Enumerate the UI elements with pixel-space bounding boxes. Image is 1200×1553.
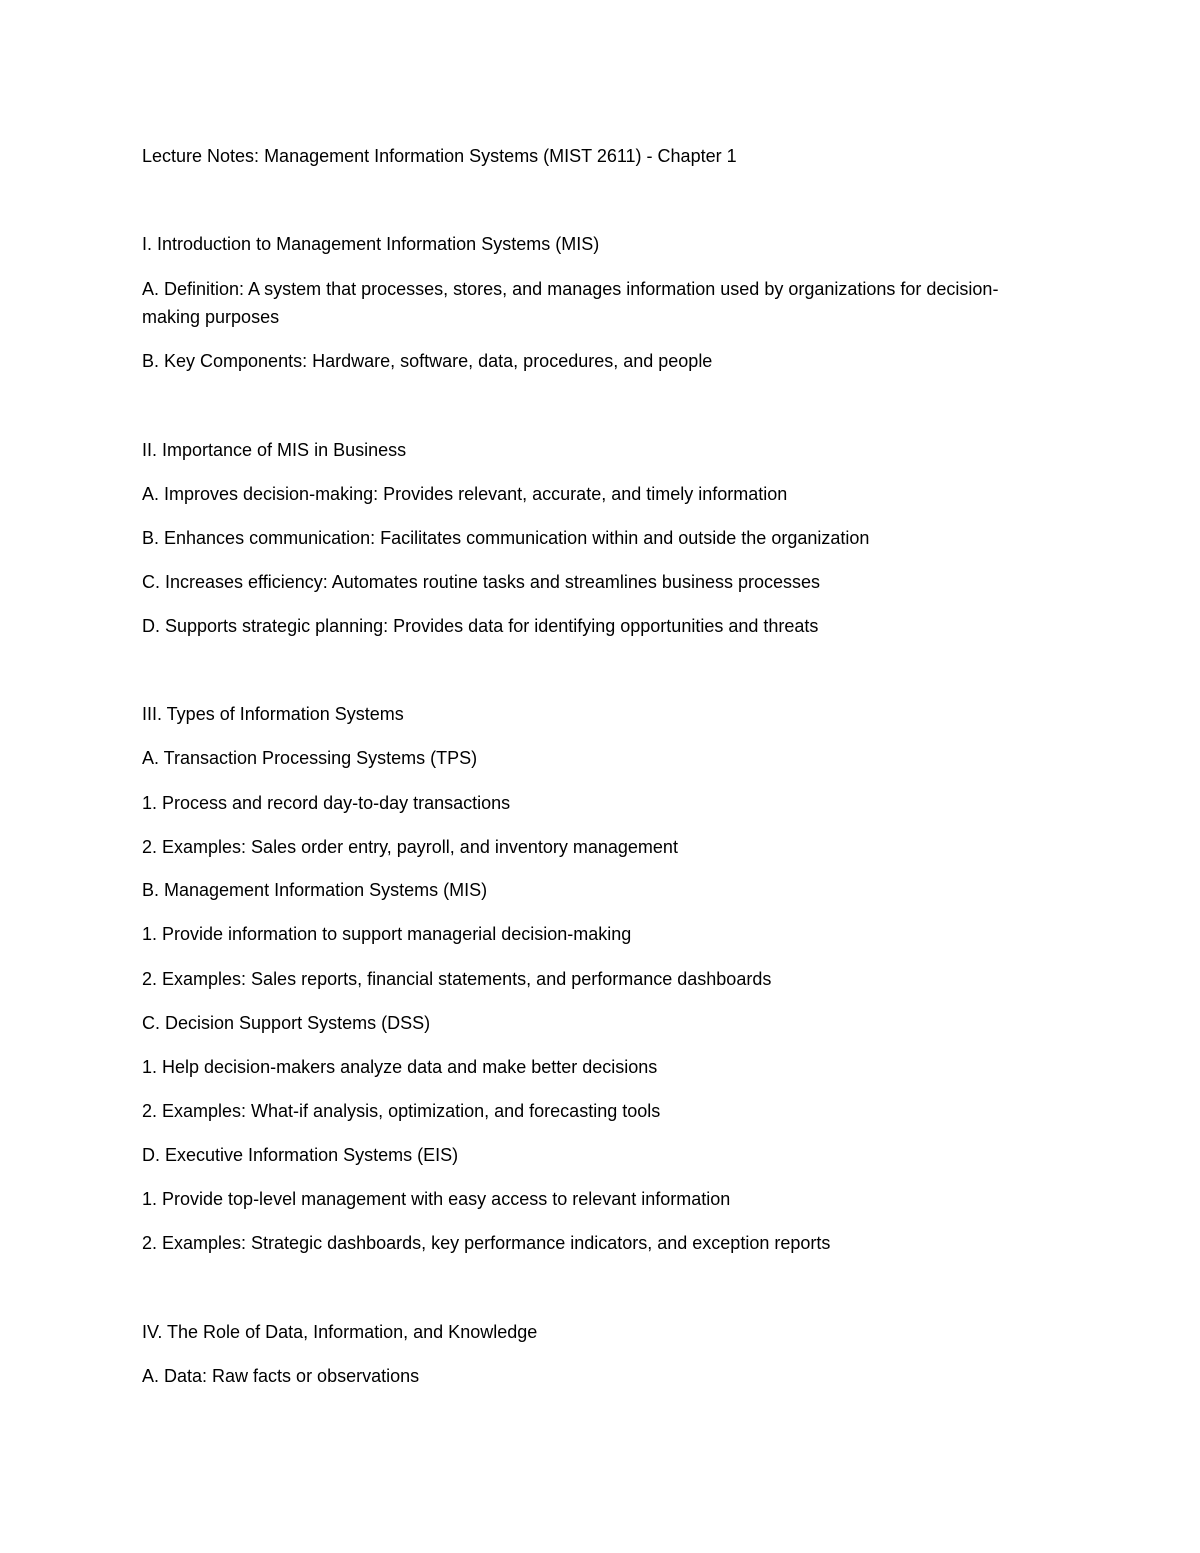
section-2-item-b: B. Enhances communication: Facilitates communication within and outside the organization <box>142 528 870 548</box>
section-2-heading: II. Importance of MIS in Business <box>142 440 407 460</box>
section-3-heading: III. Types of Information Systems <box>142 704 404 724</box>
document-title: Lecture Notes: Management Information Systems (MIST 2611) - Chapter 1 <box>142 146 737 166</box>
section-1-item-a: A. Definition: A system that processes, stores, and manages information used by organizations for decision-making purposes <box>142 279 999 327</box>
section-3-item-a1: 1. Process and record day-to-day transactions <box>142 793 511 813</box>
section-4-heading: IV. The Role of Data, Information, and Knowledge <box>142 1322 538 1342</box>
section-2-item-a: A. Improves decision-making: Provides relevant, accurate, and timely information <box>142 484 788 504</box>
section-1-heading: I. Introduction to Management Information Systems (MIS) <box>142 234 600 254</box>
section-3-item-c2: 2. Examples: What-if analysis, optimization, and forecasting tools <box>142 1101 661 1121</box>
section-3-item-c1: 1. Help decision-makers analyze data and make better decisions <box>142 1057 658 1077</box>
section-4-item-a: A. Data: Raw facts or observations <box>142 1366 420 1386</box>
section-3-item-d: D. Executive Information Systems (EIS) <box>142 1145 459 1165</box>
section-3-item-d1: 1. Provide top-level management with easy access to relevant information <box>142 1189 731 1209</box>
section-2-item-c: C. Increases efficiency: Automates routine tasks and streamlines business processes <box>142 572 820 592</box>
section-3-item-a: A. Transaction Processing Systems (TPS) <box>142 748 478 768</box>
section-3-item-b: B. Management Information Systems (MIS) <box>142 880 488 900</box>
section-3-item-d2: 2. Examples: Strategic dashboards, key performance indicators, and exception reports <box>142 1233 831 1253</box>
section-3-item-b1: 1. Provide information to support managerial decision-making <box>142 924 632 944</box>
section-3-item-a2: 2. Examples: Sales order entry, payroll, and inventory management <box>142 837 678 857</box>
section-2-item-d: D. Supports strategic planning: Provides data for identifying opportunities and threats <box>142 616 819 636</box>
section-1-item-b: B. Key Components: Hardware, software, data, procedures, and people <box>142 351 713 371</box>
section-3-item-c: C. Decision Support Systems (DSS) <box>142 1013 431 1033</box>
section-3-item-b2: 2. Examples: Sales reports, financial statements, and performance dashboards <box>142 969 772 989</box>
